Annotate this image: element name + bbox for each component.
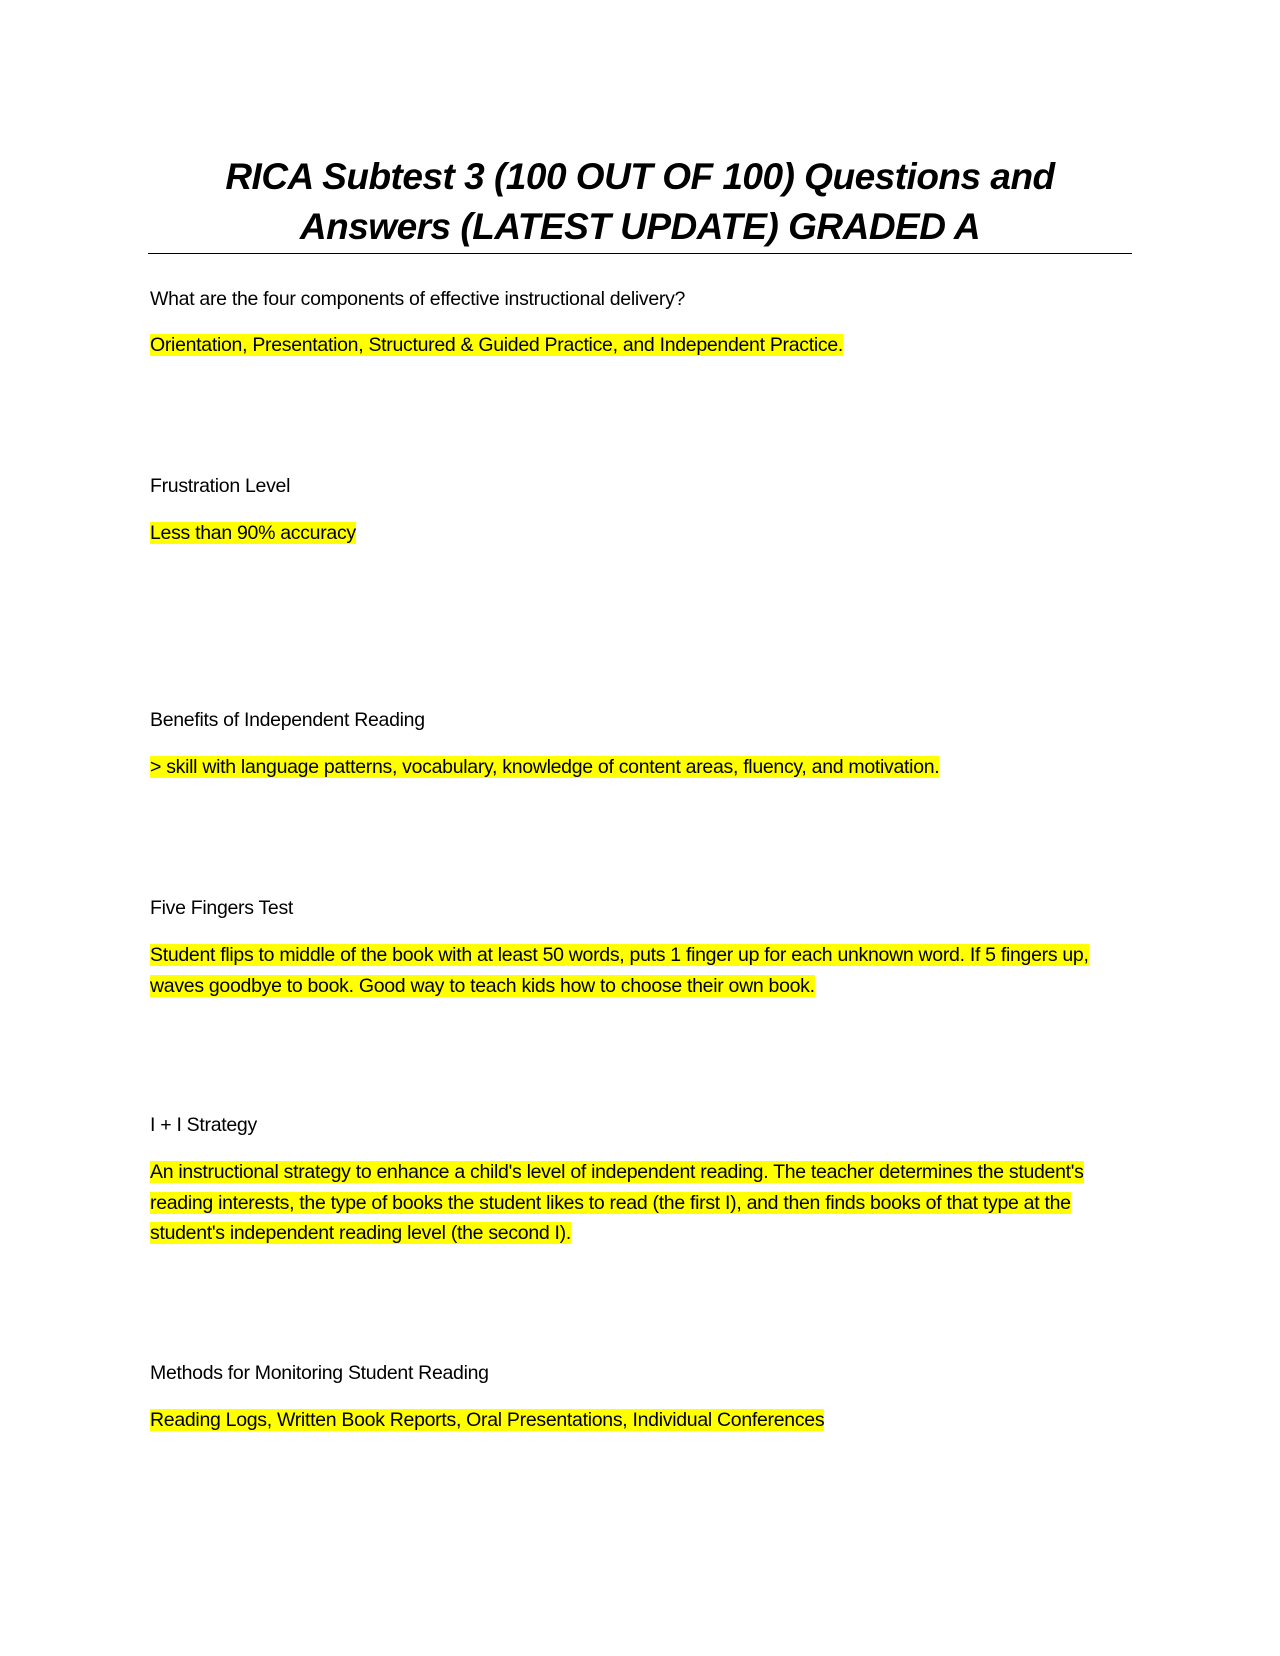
question-text: Five Fingers Test — [150, 897, 294, 919]
document-title: RICA Subtest 3 (100 OUT OF 100) Questions and Answers (LATEST UPDATE) GRADED A — [225, 156, 1055, 247]
answer-highlight: An instructional strategy to enhance a child's level of independent reading. The teacher determines the student's reading interests, the type of books the student likes to read (the first I), and then finds books of that type at the student's independent reading level (the second I). — [150, 1161, 1084, 1244]
answer-highlight: Less than 90% accuracy — [150, 522, 356, 544]
answer-highlight: > skill with language patterns, vocabulary, knowledge of content areas, fluency, and motivation. — [150, 756, 940, 778]
answer-text — [150, 1405, 1130, 1436]
answer-text — [150, 752, 1130, 783]
question-text: What are the four components of effective instructional delivery? — [150, 288, 686, 310]
answer-highlight: Reading Logs, Written Book Reports, Oral Presentations, Individual Conferences — [150, 1409, 825, 1431]
answer-highlight: Orientation, Presentation, Structured & Guided Practice, and Independent Practice. — [150, 334, 843, 356]
question-text: Methods for Monitoring Student Reading — [150, 1362, 489, 1384]
answer-text — [150, 330, 1130, 361]
answer-text — [150, 940, 1130, 1001]
question-text: Benefits of Independent Reading — [150, 709, 425, 731]
answer-highlight: Student flips to middle of the book with at least 50 words, puts 1 finger up for each unknown word. If 5 fingers up, waves goodbye to book. Good way to teach kids how to choose their own book. — [150, 944, 1089, 997]
answer-text — [150, 518, 1130, 549]
title-underline — [148, 253, 1132, 254]
question-text: I + I Strategy — [150, 1114, 257, 1136]
answer-text — [150, 1157, 1130, 1249]
question-text: Frustration Level — [150, 475, 291, 497]
